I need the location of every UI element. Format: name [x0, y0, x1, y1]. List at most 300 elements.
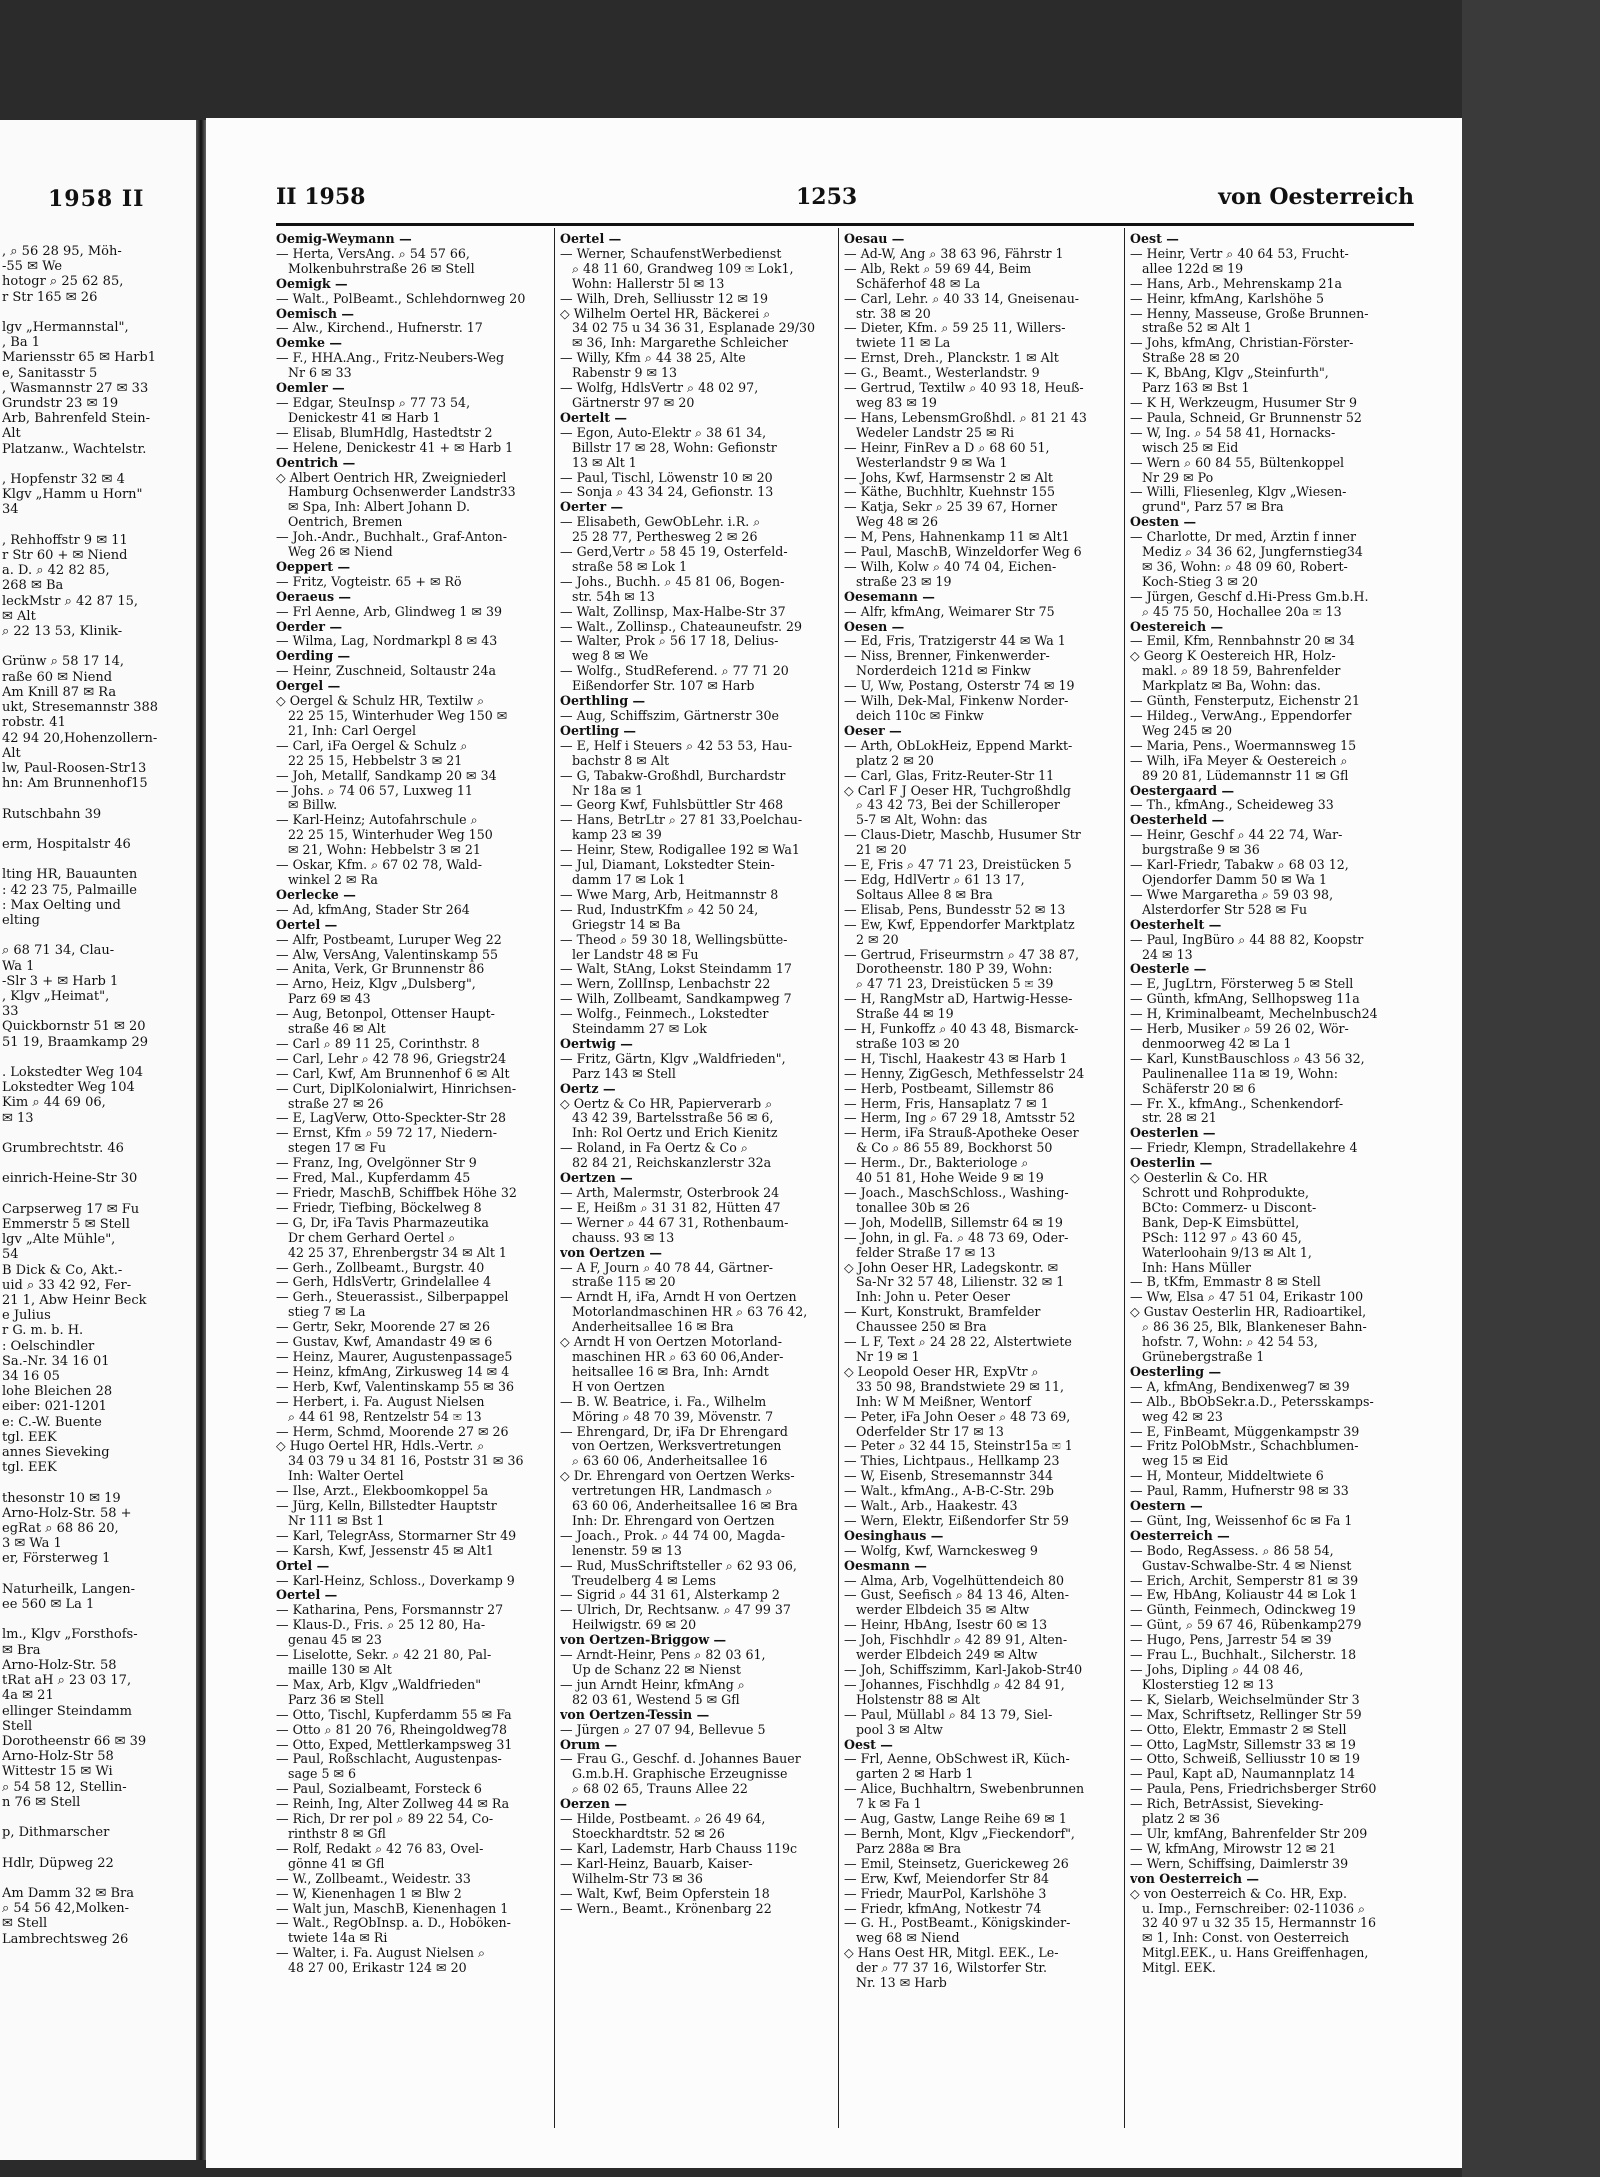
surname-heading: Oeppert — — [276, 559, 351, 574]
column-1 — [276, 232, 548, 2132]
directory-entry: — Egon, Auto-Elektr ⌕ 38 61 34, — [560, 425, 767, 440]
directory-entry: — M, Pens, Hahnenkamp 11 ✉ Alt1 — [844, 530, 1070, 545]
left-page-line: raße 60 ✉ Niend — [2, 669, 113, 685]
left-page-line: 34 16 05 — [2, 1369, 60, 1385]
left-page-line — [2, 518, 196, 533]
surname-heading: Oesterheld — — [1130, 813, 1225, 828]
directory-entry: — Friedr, MaschB, Schiffbek Höhe 32 — [276, 1186, 517, 1200]
directory-entry: — Joh, Metallf, Sandkamp 20 ✉ 34 — [276, 768, 497, 783]
directory-entry: — Hans, Arb., Mehrenskamp 21a — [1130, 276, 1343, 291]
directory-entry: — Carl, Lehr. ⌕ 40 33 14, Gneisenau- — [844, 291, 1080, 306]
directory-entry: kamp 23 ✉ 39 — [572, 828, 662, 843]
directory-entry: — Erich, Archit, Semperstr 81 ✉ 39 — [1130, 1573, 1359, 1588]
left-page-line: 3 ✉ Wa 1 — [2, 1536, 62, 1552]
directory-entry: — Ew, Kwf, Eppendorfer Marktplatz — [844, 917, 1075, 932]
left-page-line: tRat aH ⌕ 23 03 17, — [2, 1673, 132, 1689]
directory-entry: 21, Inh: Carl Oergel — [288, 723, 417, 738]
directory-entry: — Karl-Heinz, Bauarb, Kaiser- — [560, 1856, 753, 1871]
directory-entry: ◇ Oertz & Co HR, Papierverarb ⌕ — [560, 1096, 773, 1111]
left-page-line: lting HR, Bauaunten — [2, 867, 138, 883]
left-page-line: Dorotheenstr 66 ✉ 39 — [2, 1733, 147, 1749]
surname-heading: Oerder — — [276, 619, 343, 634]
left-page — [0, 120, 196, 2160]
directory-entry: — Karl-Friedr, Tabakw ⌕ 68 03 12, — [1130, 858, 1349, 873]
surname-heading: Oesterlen — — [1130, 1126, 1216, 1141]
directory-entry: — W, Eisenb, Stresemannstr 344 — [844, 1469, 1053, 1484]
directory-entry: H von Oertzen — [572, 1379, 665, 1394]
directory-entry: Bank, Dep-K Eimsbüttel, — [1142, 1215, 1300, 1230]
directory-entry: — Edgar, SteuInsp ⌕ 77 73 54, — [276, 395, 471, 410]
left-page-line: thesonstr 10 ✉ 19 — [2, 1490, 121, 1506]
surname-heading: Oesau — — [844, 232, 905, 246]
directory-entry: — Alice, Buchhaltrn, Swebenbrunnen — [844, 1782, 1085, 1797]
left-page-line: annes Sieveking — [2, 1445, 110, 1461]
directory-entry: — Herb, Postbeamt, Sillemstr 86 — [844, 1081, 1054, 1096]
directory-entry: — Herm, iFa Strauß-Apotheke Oeser — [844, 1126, 1079, 1141]
directory-entry: 22 25 15, Hebbelstr 3 ✉ 21 — [288, 753, 463, 768]
directory-entry: — Heinz, kfmAng, Zirkusweg 14 ✉ 4 — [276, 1364, 510, 1379]
directory-entry: — Ew, HbAng, Koliaustr 44 ✉ Lok 1 — [1130, 1588, 1358, 1603]
surname-heading: Oergel — — [276, 679, 341, 694]
directory-entry: — Elisabeth, GewObLehr. i.R. ⌕ — [560, 515, 761, 530]
directory-entry: — Günth, Fensterputz, Eichenstr 21 — [1130, 694, 1361, 709]
directory-entry: Holstenstr 88 ✉ Alt — [856, 1692, 980, 1707]
directory-entry: PSch: 112 97 ⌕ 43 60 45, — [1142, 1230, 1302, 1245]
directory-entry: ⌕ 47 71 23, Dreistücken 5 ✉ 39 — [856, 977, 1054, 992]
directory-entry: — Fred, Mal., Kupferdamm 45 — [276, 1171, 471, 1186]
directory-entry: Schäferhof 48 ✉ La — [856, 276, 981, 291]
directory-entry: 34 02 75 u 34 36 31, Esplanade 29/30 — [572, 321, 815, 336]
directory-entry: — Klaus-D., Fris. ⌕ 25 12 80, Ha- — [276, 1618, 486, 1633]
directory-entry: — Ernst, Dreh., Planckstr. 1 ✉ Alt — [844, 351, 1059, 366]
left-page-line: ee 560 ✉ La 1 — [2, 1597, 95, 1613]
column-divider — [554, 228, 555, 2128]
directory-entry: — Wern, ZollInsp, Lenbachstr 22 — [560, 977, 771, 992]
directory-entry: — Otto, Schweiß, Selliusstr 10 ✉ 19 — [1130, 1752, 1360, 1767]
left-page-line: : Max Oelting und — [2, 897, 121, 913]
directory-entry: — Wolfg., StudReferend. ⌕ 77 71 20 — [560, 664, 789, 679]
surname-heading: Oesemann — — [844, 589, 935, 604]
directory-entry: — Liselotte, Sekr. ⌕ 42 21 80, Pal- — [276, 1648, 492, 1663]
left-page-line: robstr. 41 — [2, 715, 66, 731]
left-page-line: r Str 60 + ✉ Niend — [2, 548, 128, 564]
directory-entry: — Günth, Feinmech, Odinckweg 19 — [1130, 1603, 1356, 1618]
directory-entry: platz 2 ✉ 20 — [856, 753, 934, 768]
left-page-line — [2, 1156, 196, 1171]
directory-entry: weg 83 ✉ 19 — [856, 395, 937, 410]
left-page-line: e: C.-W. Buente — [2, 1414, 102, 1430]
directory-entry: — Jürgen, Geschf d.Hi-Press Gm.b.H. — [1130, 589, 1369, 604]
left-page-header: 1958 II — [48, 186, 145, 212]
directory-entry: — Paul, Ramm, Hufnerstr 98 ✉ 33 — [1130, 1484, 1349, 1499]
left-page-line — [2, 1810, 196, 1825]
directory-entry: — W, Kienenhagen 1 ✉ Blw 2 — [276, 1886, 462, 1901]
directory-entry: — Ww, Elsa ⌕ 47 51 04, Erikastr 100 — [1130, 1290, 1364, 1305]
left-page-line — [2, 1475, 196, 1490]
left-page-line: Grundstr 23 ✉ 19 — [2, 396, 119, 412]
directory-entry: Inh: John u. Peter Oeser — [856, 1290, 1011, 1305]
directory-entry: — Gerh., Steuerassist., Silberpappel — [276, 1290, 509, 1305]
directory-entry: stegen 17 ✉ Fu — [288, 1141, 387, 1156]
directory-entry: — Walt., Arb., Haakestr. 43 — [844, 1499, 1018, 1514]
directory-entry: — Walt., PolBeamt., Schlehdornweg 20 — [276, 291, 526, 306]
directory-entry: — Otto ⌕ 81 20 76, Rheingoldweg78 — [276, 1722, 508, 1737]
directory-entry: ✉ 36, Inh: Margarethe Schleicher — [572, 336, 789, 351]
directory-entry: — Paula, Pens, Friedrichsberger Str60 — [1130, 1782, 1377, 1797]
directory-entry: — Johs., Buchh. ⌕ 45 81 06, Bogen- — [560, 574, 785, 589]
directory-entry: — Johs, Kwf, Harmsenstr 2 ✉ Alt — [844, 470, 1053, 485]
left-page-line: Grumbrechtstr. 46 — [2, 1140, 124, 1156]
directory-entry: — Aug, Betonpol, Ottenser Haupt- — [276, 1007, 495, 1022]
directory-entry: — Joach., Prok. ⌕ 44 74 00, Magda- — [560, 1528, 786, 1543]
left-page-line: r Str 165 ✉ 26 — [2, 289, 98, 305]
left-page-line — [2, 1840, 196, 1855]
directory-entry: str. 38 ✉ 20 — [856, 306, 931, 321]
left-page-line: n 76 ✉ Stell — [2, 1794, 81, 1810]
directory-entry: — H, Funkoffz ⌕ 40 43 48, Bismarck- — [844, 1022, 1079, 1037]
surname-heading: Oesmann — — [844, 1558, 927, 1573]
directory-entry: — Aug, Schiffszim, Gärtnerstr 30e — [560, 709, 779, 723]
surname-heading: Oeser — — [844, 723, 902, 738]
directory-entry: — Paul, MaschB, Winzeldorfer Weg 6 — [844, 545, 1082, 560]
directory-entry: — B. W. Beatrice, i. Fa., Wilhelm — [560, 1394, 767, 1409]
directory-entry: — Claus-Dietr, Maschb, Husumer Str — [844, 828, 1081, 843]
directory-entry: twiete 14a ✉ Ri — [288, 1931, 388, 1946]
directory-entry: Mitgl. EEK. — [1142, 1961, 1216, 1976]
directory-entry: Gustav-Schwalbe-Str. 4 ✉ Nienst — [1142, 1558, 1352, 1573]
directory-entry: ◇ Hans Oest HR, Mitgl. EEK., Le- — [844, 1946, 1059, 1961]
directory-entry: Chaussee 250 ✉ Bra — [856, 1320, 987, 1335]
left-page-line: Arno-Holz-Str. 58 + — [2, 1505, 132, 1521]
directory-entry: Möring ⌕ 48 70 39, Mövenstr. 7 — [572, 1409, 774, 1424]
left-page-line: r G. m. b. H. — [2, 1323, 84, 1339]
directory-entry: Schrott und Rohprodukte, — [1142, 1186, 1309, 1200]
page-header — [276, 184, 1414, 214]
directory-entry: — Elisab, BlumHdlg, Hastedtstr 2 — [276, 425, 493, 440]
directory-entry: — Peter, iFa John Oeser ⌕ 48 73 69, — [844, 1409, 1071, 1424]
directory-entry: Nr 19 ✉ 1 — [856, 1349, 920, 1364]
directory-entry: heitsallee 16 ✉ Bra, Inh: Arndt — [572, 1364, 769, 1379]
directory-entry: — Reinh, Ing, Alter Zollweg 44 ✉ Ra — [276, 1797, 510, 1812]
directory-entry: — Fritz, Gärtn, Klgv „Waldfrieden", — [560, 1051, 786, 1066]
directory-entry: ⌕ 43 42 73, Bei der Schilleroper — [856, 798, 1060, 813]
directory-entry: werder Elbdeich 35 ✉ Altw — [856, 1603, 1030, 1618]
directory-entry: Weg 26 ✉ Niend — [288, 545, 393, 560]
directory-entry: straße 23 ✉ 19 — [856, 574, 952, 589]
directory-entry: Paulinenallee 11a ✉ 19, Wohn: — [1142, 1066, 1338, 1081]
directory-entry: bachstr 8 ✉ Alt — [572, 753, 670, 768]
directory-entry: — Joh, ModellB, Sillemstr 64 ✉ 19 — [844, 1215, 1063, 1230]
directory-entry: — G., Beamt., Westerlandstr. 9 — [844, 366, 1040, 381]
directory-entry: ◇ Oergel & Schulz HR, Textilw ⌕ — [276, 694, 485, 709]
left-page-line: Quickbornstr 51 ✉ 20 — [2, 1019, 146, 1035]
directory-entry: — Werner, SchaufenstWerbedienst — [560, 246, 782, 261]
directory-entry: — jun Arndt Heinr, kfmAng ⌕ — [560, 1677, 745, 1692]
directory-entry: — G. H., PostBeamt., Königskinder- — [844, 1916, 1071, 1931]
directory-entry: — E, FinBeamt, Müggenkampstr 39 — [1130, 1424, 1360, 1439]
directory-entry: ✉ Billw. — [288, 798, 338, 813]
directory-entry: & Co ⌕ 86 55 89, Bockhorst 50 — [856, 1141, 1053, 1156]
directory-entry: — Gertrud, Textilw ⌕ 40 93 18, Heuß- — [844, 381, 1084, 396]
directory-entry: — Niss, Brenner, Finkenwerder- — [844, 649, 1050, 664]
directory-entry: — Otto, Elektr, Emmastr 2 ✉ Stell — [1130, 1722, 1347, 1737]
left-page-line: Sa.-Nr. 34 16 01 — [2, 1353, 110, 1369]
directory-entry: — Fr. X., kfmAng., Schenkendorf- — [1130, 1096, 1344, 1111]
directory-entry: — Jul, Diamant, Lokstedter Stein- — [560, 858, 775, 873]
directory-entry: — Wwe Margaretha ⌕ 59 03 98, — [1130, 887, 1334, 902]
directory-entry: — E, Heißm ⌕ 31 31 82, Hütten 47 — [560, 1200, 781, 1215]
directory-entry: — Walt., RegObInsp. a. D., Hoböken- — [276, 1916, 511, 1931]
directory-entry: Parz 36 ✉ Stell — [288, 1692, 384, 1707]
left-page-line: 33 — [2, 1004, 19, 1020]
directory-entry: 7 k ✉ Fa 1 — [856, 1797, 922, 1812]
directory-entry: Parz 143 ✉ Stell — [572, 1066, 676, 1081]
directory-entry: Rabenstr 9 ✉ 13 — [572, 366, 678, 381]
left-page-line: Am Damm 32 ✉ Bra — [2, 1885, 135, 1901]
directory-entry: — Rud, MusSchriftsteller ⌕ 62 93 06, — [560, 1558, 797, 1573]
left-page-line — [2, 1126, 196, 1141]
left-page-line: Grünw ⌕ 58 17 14, — [2, 654, 125, 670]
directory-entry: Mediz ⌕ 34 36 62, Jungfernstieg34 — [1142, 545, 1363, 560]
directory-entry: Inh: Walter Oertel — [288, 1469, 404, 1484]
surname-heading: Oesterhelt — — [1130, 917, 1222, 932]
left-page-line: Alt — [2, 745, 21, 761]
directory-entry: — Karl, TelegrAss, Stormarner Str 49 — [276, 1528, 517, 1543]
directory-entry: Nr 18a ✉ 1 — [572, 783, 644, 798]
left-page-line: 51 19, Braamkamp 29 — [2, 1034, 149, 1050]
directory-entry: — Wilh, Zollbeamt, Sandkampweg 7 — [560, 992, 792, 1007]
directory-entry: — Karl, KunstBauschloss ⌕ 43 56 32, — [1130, 1051, 1365, 1066]
directory-entry: 21 ✉ 20 — [856, 843, 907, 858]
directory-entry: — Sigrid ⌕ 44 31 61, Alsterkamp 2 — [560, 1588, 780, 1603]
directory-entry: — Friedr, Klempn, Stradellakehre 4 — [1130, 1141, 1358, 1156]
left-page-line: Lokstedter Weg 104 — [2, 1080, 135, 1096]
directory-entry: Koch-Stieg 3 ✉ 20 — [1142, 574, 1258, 589]
directory-entry: — Herb, Musiker ⌕ 59 26 02, Wör- — [1130, 1022, 1349, 1037]
directory-entry: — Johannes, Fischhdlg ⌕ 42 84 91, — [844, 1677, 1065, 1692]
directory-entry: — Alfr, kfmAng, Weimarer Str 75 — [844, 604, 1055, 619]
left-page-line: 34 — [2, 502, 19, 518]
directory-entry: — Ad, kfmAng, Stader Str 264 — [276, 902, 470, 917]
directory-entry: — Henny, ZigGesch, Methfesselstr 24 — [844, 1066, 1085, 1081]
directory-entry: tonallee 30b ✉ 26 — [856, 1200, 970, 1215]
directory-entry: 32 40 97 u 32 35 15, Hermannstr 16 — [1142, 1916, 1376, 1931]
directory-entry: — Alma, Arb, Vogelhüttendeich 80 — [844, 1573, 1065, 1588]
directory-entry: — E, Helf i Steuers ⌕ 42 53 53, Hau- — [560, 738, 793, 753]
left-page-line: ✉ Alt — [2, 608, 36, 624]
directory-entry: — Paul, Kapt aD, Naumannplatz 14 — [1130, 1767, 1355, 1782]
directory-entry: ◇ John Oeser HR, Ladegskontr. ✉ — [844, 1260, 1059, 1275]
directory-entry: ⌕ 68 02 65, Trauns Allee 22 — [572, 1782, 748, 1797]
surname-heading: von Oertzen-Briggow — — [560, 1633, 727, 1648]
directory-entry: — Ernst, Kfm ⌕ 59 72 17, Niedern- — [276, 1126, 498, 1141]
left-page-line: Platzanw., Wachtelstr. — [2, 441, 147, 457]
left-page-text — [2, 244, 196, 1947]
directory-entry: — Karl, Lademstr, Harb Chauss 119c — [560, 1841, 798, 1856]
directory-entry: Motorlandmaschinen HR ⌕ 63 76 42, — [572, 1305, 808, 1320]
directory-entry: BCto: Commerz- u Discont- — [1142, 1200, 1317, 1215]
directory-entry: — Emil, Steinsetz, Guerickeweg 26 — [844, 1856, 1069, 1871]
left-page-line: hn: Am Brunnenhof15 — [2, 776, 148, 792]
directory-entry: ✉ Spa, Inh: Albert Johann D. — [288, 500, 471, 515]
directory-entry: — Wilh, Kolw ⌕ 40 74 04, Eichen- — [844, 559, 1057, 574]
left-page-line: erm, Hospitalstr 46 — [2, 836, 131, 852]
directory-entry: — Rud, IndustrKfm ⌕ 42 50 24, — [560, 902, 759, 917]
directory-entry: Klosterstieg 12 ✉ 13 — [1142, 1677, 1274, 1692]
directory-entry: — B, tKfm, Emmastr 8 ✉ Stell — [1130, 1275, 1321, 1290]
surname-heading: von Oertzen — — [560, 1245, 662, 1260]
directory-entry: — Theod ⌕ 59 30 18, Wellingsbütte- — [560, 932, 788, 947]
directory-entry: 13 ✉ Alt 1 — [572, 455, 637, 470]
directory-entry: straße 46 ✉ Alt — [288, 1022, 386, 1037]
directory-entry: 82 84 21, Reichskanzlerstr 32a — [572, 1156, 772, 1171]
directory-entry: Wilhelm-Str 73 ✉ 36 — [572, 1871, 703, 1886]
directory-entry: ◇ Hugo Oertel HR, Hdls.-Vertr. ⌕ — [276, 1439, 485, 1454]
directory-entry: — Heinr, HbAng, Isestr 60 ✉ 13 — [844, 1618, 1048, 1633]
directory-entry: — Th., kfmAng., Scheideweg 33 — [1130, 798, 1334, 813]
directory-entry: Inh: Dr. Ehrengard von Oertzen — [572, 1513, 775, 1528]
directory-entry: — Walter, Prok ⌕ 56 17 18, Delius- — [560, 634, 779, 649]
directory-entry: Parz 288a ✉ Bra — [856, 1841, 961, 1856]
directory-entry: 25 28 77, Perthesweg 2 ✉ 26 — [572, 530, 758, 545]
directory-entry: — Charlotte, Dr med, Ärztin f inner — [1130, 530, 1356, 545]
left-page-line — [2, 822, 196, 837]
directory-entry: — Günth, kfmAng, Sellhopsweg 11a — [1130, 992, 1360, 1007]
left-page-line: , Rehhoffstr 9 ✉ 11 — [2, 532, 128, 548]
surname-heading: Oertel — — [276, 1588, 338, 1603]
directory-entry: straße 115 ✉ 20 — [572, 1275, 676, 1290]
directory-entry: ◇ Albert Oentrich HR, Zweigniederl — [276, 470, 507, 485]
directory-entry: 48 27 00, Erikastr 124 ✉ 20 — [288, 1961, 467, 1976]
left-page-line: 4a ✉ 21 — [2, 1688, 54, 1704]
directory-entry: weg 42 ✉ 23 — [1142, 1409, 1223, 1424]
left-page-line: Mariensstr 65 ✉ Harb1 — [2, 350, 157, 366]
directory-entry: Denickestr 41 ✉ Harb 1 — [288, 410, 441, 425]
surname-heading: Oemig-Weymann — — [276, 232, 412, 246]
left-page-line: : 42 23 75, Palmaille — [2, 882, 137, 898]
directory-entry: Hamburg Ochsenwerder Landstr33 — [288, 485, 516, 500]
directory-entry: deich 110c ✉ Finkw — [856, 709, 984, 723]
directory-entry: Nr 111 ✉ Bst 1 — [288, 1513, 385, 1528]
directory-entry: Nr 6 ✉ 33 — [288, 366, 352, 381]
left-page-line — [2, 1612, 196, 1627]
directory-entry: platz 2 ✉ 36 — [1142, 1812, 1220, 1827]
directory-entry: — Arndt-Heinr, Pens ⌕ 82 03 61, — [560, 1648, 766, 1663]
directory-entry: — Alfr, Postbeamt, Luruper Weg 22 — [276, 932, 502, 947]
directory-entry: — Willi, Fliesenleg, Klgv „Wiesen- — [1130, 485, 1347, 500]
directory-entry: — Gertrud, Friseurmstrn ⌕ 47 38 87, — [844, 947, 1079, 962]
directory-entry: Up de Schanz 22 ✉ Nienst — [572, 1663, 741, 1677]
left-page-line: ✉ 13 — [2, 1110, 34, 1126]
left-page-line: 268 ✉ Ba — [2, 578, 64, 594]
directory-entry: Mitgl.EEK., u. Hans Greiffenhagen, — [1142, 1946, 1369, 1961]
directory-entry: — Wern, Elektr, Eißendorfer Str 59 — [844, 1513, 1069, 1528]
directory-entry: Wohn: Hallerstr 5l ✉ 13 — [572, 276, 725, 291]
directory-entry: ⌕ 86 36 25, Blk, Blankeneser Bahn- — [1142, 1320, 1367, 1335]
directory-entry: — Arndt H, iFa, Arndt H von Oertzen — [560, 1290, 797, 1305]
directory-entry: ⌕ 44 61 98, Rentzelstr 54 ✉ 13 — [288, 1409, 482, 1424]
directory-entry: — Anita, Verk, Gr Brunnenstr 86 — [276, 962, 485, 977]
directory-entry: Ojendorfer Damm 50 ✉ Wa 1 — [1142, 872, 1328, 887]
directory-entry: weg 68 ✉ Niend — [856, 1931, 960, 1946]
directory-entry: straße 52 ✉ Alt 1 — [1142, 321, 1252, 336]
directory-entry: — Walt, StAng, Lokst Steindamm 17 — [560, 962, 792, 977]
left-page-line: 54 — [2, 1247, 19, 1263]
directory-entry: Billstr 17 ✉ 28, Wohn: Gefionstr — [572, 440, 777, 455]
directory-entry: ◇ Carl F J Oeser HR, Tuchgroßhdlg — [844, 783, 1071, 798]
directory-entry: Straße 44 ✉ 19 — [856, 1007, 954, 1022]
directory-entry: — U, Ww, Postang, Osterstr 74 ✉ 19 — [844, 679, 1075, 694]
directory-entry: — Wolfg, Kwf, Warnckesweg 9 — [844, 1543, 1038, 1558]
directory-entry: von Oertzen, Werksvertretungen — [572, 1439, 782, 1454]
directory-entry: straße 27 ✉ 26 — [288, 1096, 384, 1111]
directory-entry: — Günt, ⌕ 59 67 46, Rübenkamp279 — [1130, 1618, 1362, 1633]
left-page-line — [2, 928, 196, 943]
directory-entry: 22 25 15, Winterhuder Weg 150 ✉ — [288, 709, 508, 723]
directory-entry: — Rolf, Redakt ⌕ 42 76 83, Ovel- — [276, 1841, 484, 1856]
left-page-line: ellinger Steindamm — [2, 1703, 132, 1719]
directory-entry: — Thies, Lichtpaus., Hellkamp 23 — [844, 1454, 1060, 1469]
directory-entry: — Paul, Roßschlacht, Augustenpas- — [276, 1752, 502, 1767]
directory-entry: — Wwe Marg, Arb, Heitmannstr 8 — [560, 887, 779, 902]
directory-entry: — Frau G., Geschf. d. Johannes Bauer — [560, 1752, 801, 1767]
directory-entry: burgstraße 9 ✉ 36 — [1142, 843, 1260, 858]
surname-heading: Oerter — — [560, 500, 624, 515]
directory-entry: ◇ Leopold Oeser HR, ExpVtr ⌕ — [844, 1364, 1039, 1379]
directory-entry: grund", Parz 57 ✉ Bra — [1142, 500, 1284, 515]
left-page-line — [2, 305, 196, 320]
directory-entry: — Wern., Beamt., Krönenbarg 22 — [560, 1901, 772, 1916]
directory-entry: — Wilh, Dreh, Selliusstr 12 ✉ 19 — [560, 291, 769, 306]
directory-entry: felder Straße 17 ✉ 13 — [856, 1245, 996, 1260]
directory-entry: — Oskar, Kfm. ⌕ 67 02 78, Wald- — [276, 858, 483, 873]
directory-entry: — Emil, Kfm, Rennbahnstr 20 ✉ 34 — [1130, 634, 1355, 649]
directory-entry: — Herb, Kwf, Valentinskamp 55 ✉ 36 — [276, 1379, 514, 1394]
directory-entry: der ⌕ 77 37 16, Wilstorfer Str. — [856, 1961, 1048, 1976]
left-page-line — [2, 852, 196, 867]
left-page-line: a. D. ⌕ 42 82 85, — [2, 563, 110, 579]
scan-margin — [1462, 0, 1600, 2177]
left-page-line: Naturheilk, Langen- — [2, 1581, 135, 1597]
directory-entry: — Ilse, Arzt., Elekboomkoppel 5a — [276, 1484, 489, 1499]
directory-entry: weg 8 ✉ We — [572, 649, 649, 664]
directory-entry: — Paula, Schneid, Gr Brunnenstr 52 — [1130, 410, 1362, 425]
directory-entry: — Gerd,Vertr ⌕ 58 45 19, Osterfeld- — [560, 545, 788, 560]
directory-entry: Markplatz ✉ Ba, Wohn: das. — [1142, 679, 1321, 694]
left-page-line: Stell — [2, 1718, 33, 1734]
surname-heading: Oesen — — [844, 619, 905, 634]
directory-entry: weg 15 ✉ Eid — [1142, 1454, 1229, 1469]
directory-entry: — Max, Schriftsetz, Rellinger Str 59 — [1130, 1707, 1362, 1722]
directory-entry: — Carl ⌕ 89 11 25, Corinthstr. 8 — [276, 1036, 480, 1051]
directory-entry: maschinen HR ⌕ 63 60 06,Ander- — [572, 1349, 784, 1364]
directory-entry: Alsterdorfer Str 528 ✉ Fu — [1142, 902, 1308, 917]
left-page-line: Wittestr 15 ✉ Wi — [2, 1764, 113, 1780]
directory-entry: — Arno, Heiz, Klgv „Dulsberg", — [276, 977, 476, 992]
left-page-line: einrich-Heine-Str 30 — [2, 1171, 138, 1187]
left-page-line: lm., Klgv „Forsthofs- — [2, 1627, 138, 1643]
directory-entry: allee 122d ✉ 19 — [1142, 261, 1244, 276]
directory-entry: — H, Tischl, Haakestr 43 ✉ Harb 1 — [844, 1051, 1068, 1066]
directory-entry: — Joh, Schiffszimm, Karl-Jakob-Str40 — [844, 1663, 1083, 1677]
surname-heading: Oestern — — [1130, 1499, 1203, 1514]
directory-entry: ◇ von Oesterreich & Co. HR, Exp. — [1130, 1886, 1347, 1901]
directory-entry: — Carl, Glas, Fritz-Reuter-Str 11 — [844, 768, 1055, 783]
directory-entry: — E, LagVerw, Otto-Speckter-Str 28 — [276, 1111, 507, 1126]
left-page-line: ⌕ 22 13 53, Klinik- — [2, 624, 123, 640]
surname-heading: Oerzen — — [560, 1797, 627, 1812]
directory-entry: Treudelberg 4 ✉ Lems — [572, 1573, 716, 1588]
